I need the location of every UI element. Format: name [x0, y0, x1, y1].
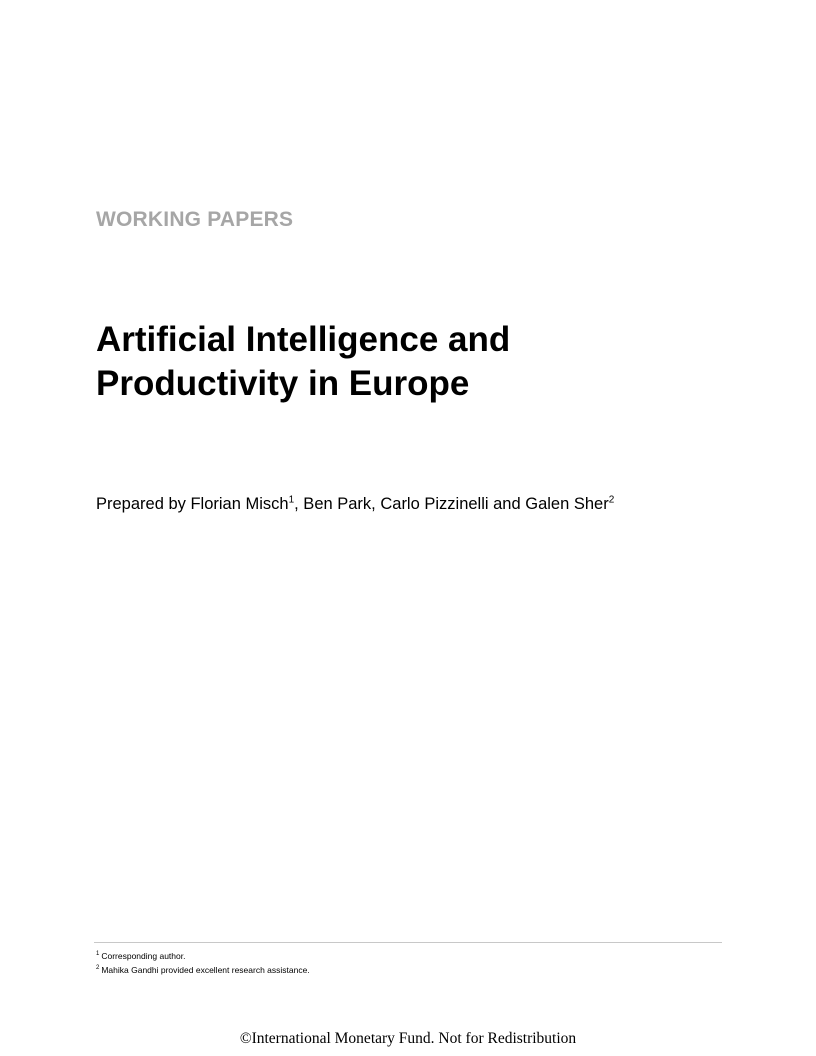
paper-title-line-2: Productivity in Europe [96, 364, 470, 403]
footnote-mark-1: 1 [288, 494, 295, 506]
footnote-divider [94, 942, 722, 943]
author-line-prefix: Prepared by Florian Misch [96, 495, 289, 513]
footnote-1-text: Corresponding author. [101, 951, 186, 961]
copyright-notice: ©International Monetary Fund. Not for Redistribution [239, 1030, 577, 1047]
footnotes [96, 949, 310, 977]
series-label: WORKING PAPERS [96, 208, 294, 231]
paper-title-line-1: Artificial Intelligence and [96, 320, 511, 359]
footnote-2 [96, 963, 310, 977]
footnote-mark-2: 2 [608, 494, 615, 506]
author-line-middle: , Ben Park, Carlo Pizzinelli and Galen Sher [294, 495, 609, 513]
footnote-2-text: Mahika Gandhi provided excellent research assistance. [101, 965, 310, 975]
footnote-1-mark: 1 [96, 951, 100, 958]
paper-title [96, 318, 510, 406]
author-line [96, 495, 614, 514]
footnote-2-mark: 2 [96, 965, 100, 972]
footnote-1 [96, 949, 310, 963]
